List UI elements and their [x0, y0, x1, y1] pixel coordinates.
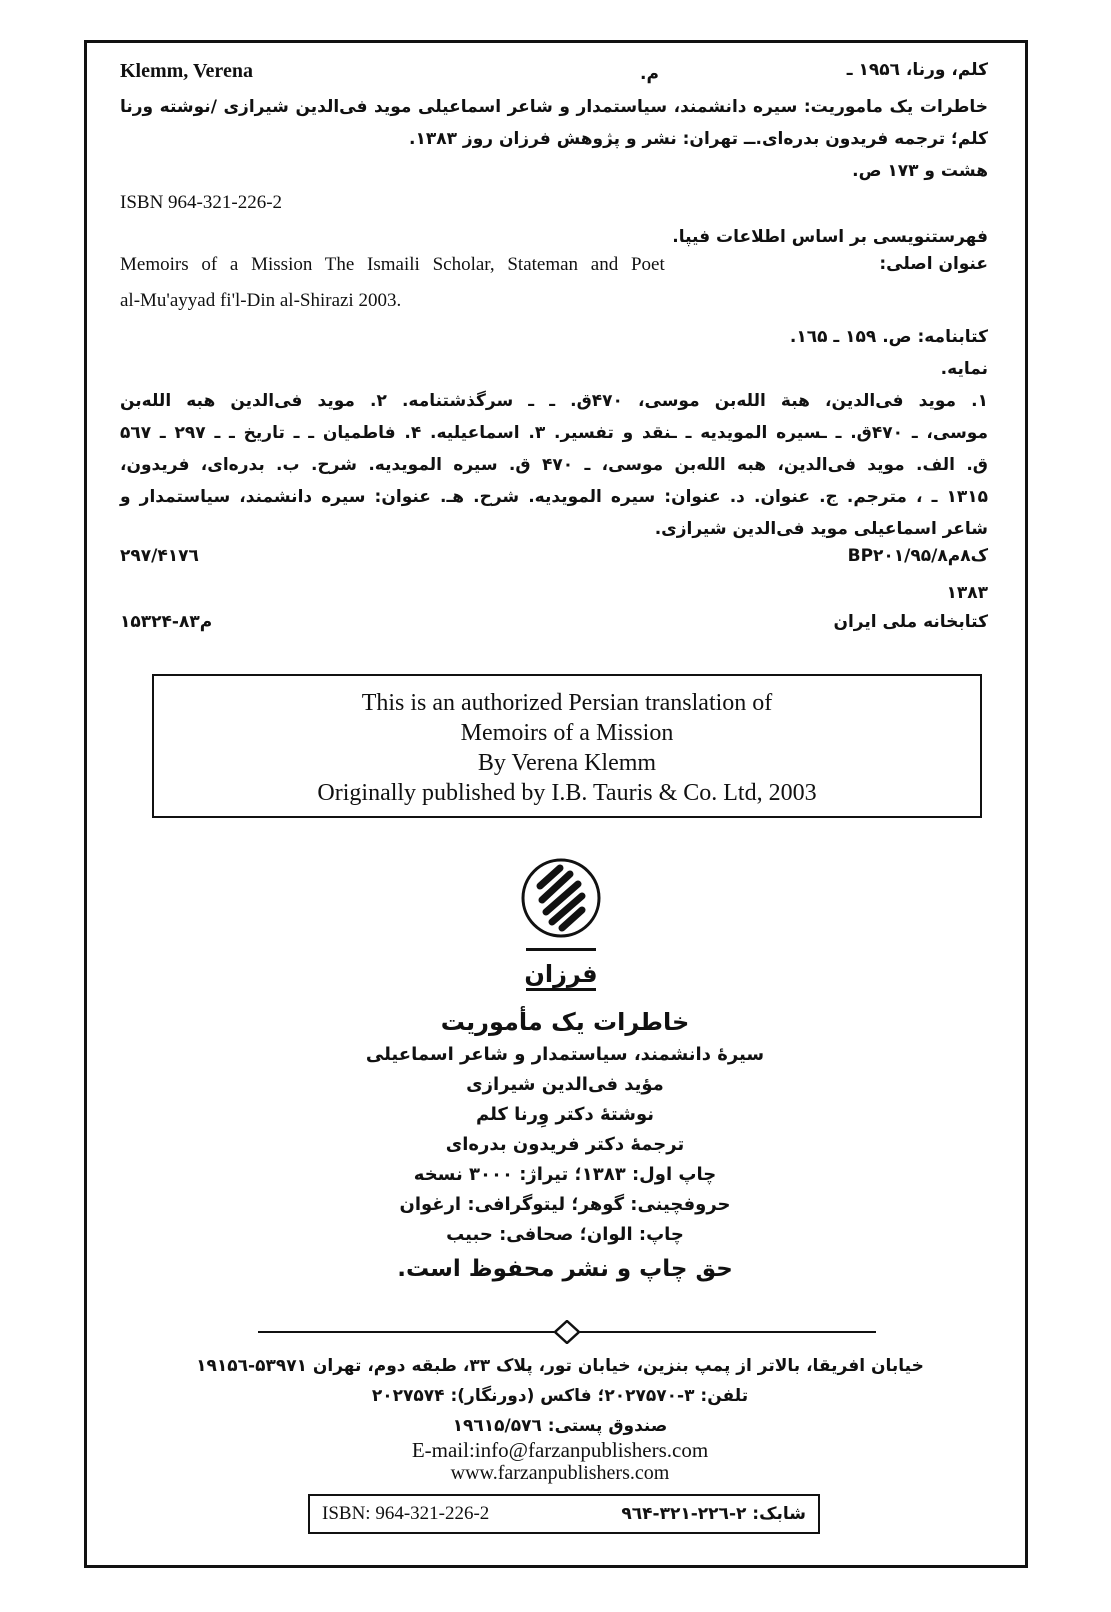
authorization-box [152, 674, 982, 818]
typesetting-credits: حروفچینی: گوهر؛ لیتوگرافی: ارغوان [399, 1194, 731, 1215]
isbn-footer-box [308, 1494, 820, 1534]
lc-year: ۱۳۸۳ [946, 583, 988, 603]
publisher-logo-text: فرزان [524, 960, 598, 988]
national-library: کتابخانه ملی ایران [833, 612, 988, 632]
rights-reserved: حق چاپ و نشر محفوظ است. [397, 1256, 733, 1282]
publisher-address: خیابان افریقا، بالاتر از پمپ بنزین، خیابان تور، پلاک ۳۳، طبقه دوم، تهران ۵۳۹۷۱-۱۹۱۵٦ [196, 1356, 924, 1376]
title-line-1: خاطرات یک ماموریت: سیره دانشمند، سیاستمدار و شاعر اسماعیلی موید فی‌الدین شیرازی /نوشته ورنا [120, 97, 988, 117]
book-author: نوشتهٔ دکتر وِرنا کلم [475, 1104, 655, 1125]
fipa-note: فهرستنویسی بر اساس اطلاعات فیپا. [672, 227, 988, 247]
cip-isbn: ISBN 964-321-226-2 [120, 192, 283, 213]
subjects-line-3: ق. الف. موید فی‌الدین، هبه الله‌بن موسی، ـ ۴۷۰ ق. سیره المویدیه. شرح. ب. بدره‌ای، فریدون، [120, 455, 988, 475]
publisher-phone: تلفن: ۳-۲۰۲۷۵۷۰؛ فاکس (دورنگار): ۲۰۲۷۵۷۴ [371, 1386, 749, 1406]
authorization-line-3: By Verena Klemm [477, 750, 657, 776]
subjects-line-1: ۱. موید فی‌الدین، هبة الله‌بن موسی، ۴۷۰ق. ـ ـ سرگذشتنامه. ۲. موید فی‌الدین هبه الله‌بن [120, 391, 988, 411]
authorization-line-4: Originally published by I.B. Tauris & Co. Ltd, 2003 [317, 780, 817, 806]
dewey-number: ۲۹۷/۴۱۷٦ [120, 546, 199, 566]
original-title-line-2: al-Mu'ayyad fi'l-Din al-Shirazi 2003. [120, 290, 402, 311]
authorization-line-1: This is an authorized Persian translation of [361, 690, 773, 716]
diamond-ornament-icon [555, 1321, 579, 1343]
isbn-english: ISBN: 964-321-226-2 [322, 1503, 490, 1524]
publisher-website: www.farzanpublishers.com [450, 1462, 670, 1484]
print-run: چاپ اول: ۱۳۸۳؛ تیراژ: ۳۰۰۰ نسخه [413, 1164, 717, 1185]
ornamental-divider [258, 1320, 876, 1344]
publisher-po-box: صندوق پستی: ۱۹٦۱۵/۵۷٦ [452, 1416, 668, 1436]
subjects-line-4: ۱۳۱۵ ـ ، مترجم. ج. عنوان. د. عنوان: سیره المویدیه. شرح. هـ. عنوان: سیره دانشمند، سیاستمدار و [120, 487, 988, 507]
cip-author-row [120, 60, 988, 90]
book-title: خاطرات یک مأموریت [440, 1008, 690, 1036]
authorization-line-2: Memoirs of a Mission [460, 720, 674, 746]
m-mark: م. [640, 64, 659, 84]
original-title-label: عنوان اصلی: [879, 254, 988, 274]
publisher-email: E-mail:info@farzanpublishers.com [411, 1438, 709, 1462]
book-translator: ترجمهٔ دکتر فریدون بدره‌ای [445, 1134, 685, 1155]
classification-row [120, 546, 988, 576]
index-note: نمایه. [940, 359, 988, 379]
original-title-row [120, 254, 988, 284]
author-english: Klemm, Verena [120, 60, 253, 82]
author-persian: کلم، ورنا، ۱۹۵٦ ـ [846, 60, 988, 80]
lc-class-number: BP۲۰۱/۹۵/ک۸م۸ [847, 546, 988, 566]
pages-line: هشت و ۱۷۳ ص. [852, 161, 988, 181]
library-number: م۸۳-۱۵۳۲۴ [120, 612, 213, 632]
book-subject: مؤید فی‌الدین شیرازی [466, 1074, 664, 1095]
original-title-line-1: Memoirs of a Mission The Ismaili Scholar, Stateman and Poet [120, 254, 665, 275]
title-line-2: کلم؛ ترجمه فریدون بدره‌ای.ــ تهران: نشر و پژوهش فرزان روز ۱۳۸۳. [409, 129, 988, 149]
subjects-line-2: موسی، ـ ۴۷۰ق. ـ ـسیره المویدیه ـ ـنقد و تفسیر. ۳. اسماعیلیه. ۴. فاطمیان ـ ـ تاریخ ـ ـ ۲۹۷ ـ ۵٦۷ [120, 423, 988, 443]
library-row [120, 612, 988, 642]
printing-credits: چاپ: الوان؛ صحافی: حبیب [446, 1224, 684, 1245]
bibliography-note: کتابنامه: ص. ۱۵۹ ـ ۱٦۵. [789, 327, 988, 347]
subjects-line-5: شاعر اسماعیلی موید فی‌الدین شیرازی. [654, 519, 988, 539]
book-subtitle: سیرهٔ دانشمند، سیاستمدار و شاعر اسماعیلی [365, 1044, 765, 1065]
publisher-logo [516, 856, 606, 996]
isbn-persian: شابک: ۲-۲۲٦-۳۲۱-۹٦۴ [621, 1504, 806, 1524]
